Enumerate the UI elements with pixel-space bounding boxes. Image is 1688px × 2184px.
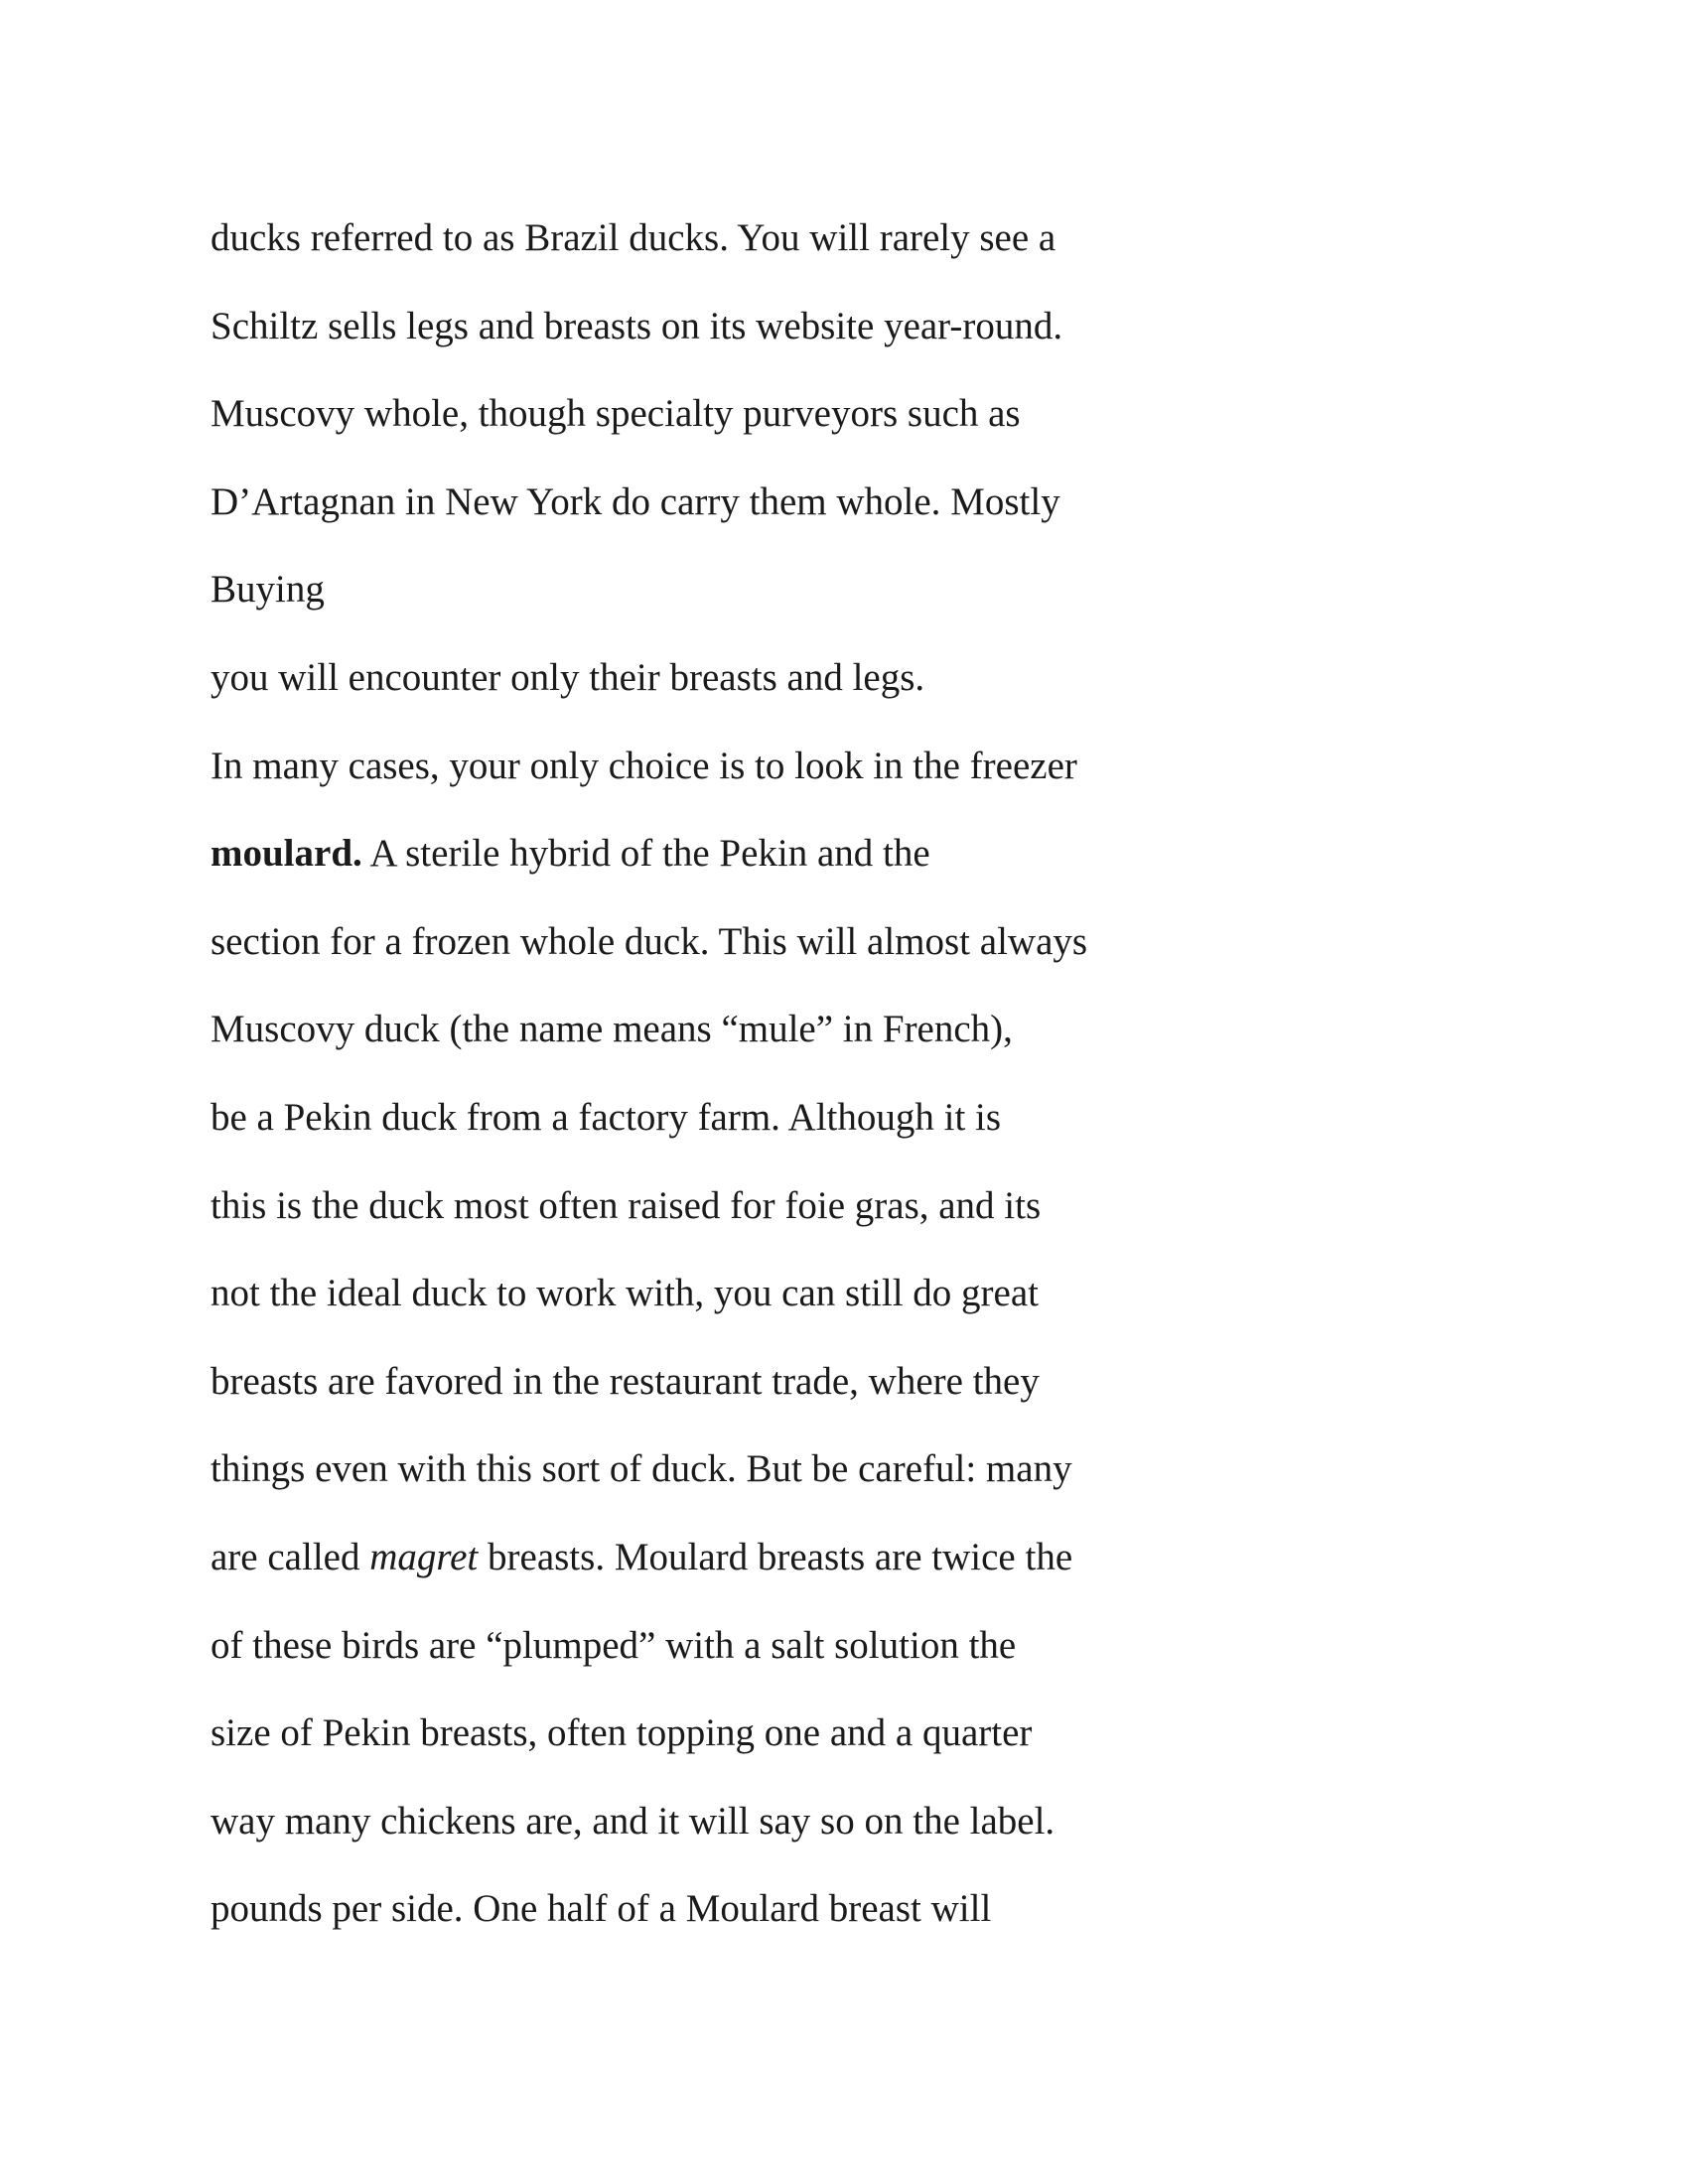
text-line: breasts are favored in the restaurant trade, where they [211, 1359, 1040, 1403]
text-line: Muscovy duck (the name means “mule” in French), [211, 1008, 1013, 1051]
text-line: way many chickens are, and it will say so on the label. [211, 1799, 1055, 1843]
text-line: Schiltz sells legs and breasts on its website year-round. [211, 304, 1063, 347]
text-line: size of Pekin breasts, often topping one and a quarter [211, 1711, 1033, 1755]
bold-term: moulard. [211, 832, 362, 876]
italic-term: magret [369, 1535, 479, 1578]
text-span: breasts. Moulard breasts are twice the [478, 1535, 1073, 1578]
text-line: pounds per side. One half of a Moulard breast will [211, 1887, 992, 1931]
text-line: section for a frozen whole duck. This will almost always [211, 919, 1088, 963]
text-line: you will encounter only their breasts and legs. [211, 655, 925, 699]
section-heading: Buying [211, 568, 325, 612]
text-span: A sterile hybrid of the Pekin and the [361, 832, 930, 876]
body-text [211, 195, 1501, 1954]
text-line [211, 1514, 1501, 1602]
text-line: ducks referred to as Brazil ducks. You will rarely see a [211, 216, 1056, 259]
text-span: are called [211, 1535, 370, 1578]
text-line: things even with this sort of duck. But be careful: many [211, 1447, 1072, 1491]
text-line: of these birds are “plumped” with a salt solution the [211, 1623, 1017, 1667]
text-line: be a Pekin duck from a factory farm. Although it is [211, 1095, 1002, 1139]
text-line [211, 810, 1501, 898]
text-line: In many cases, your only choice is to look in the freezer [211, 744, 1077, 787]
text-line: not the ideal duck to work with, you can still do great [211, 1272, 1039, 1315]
text-line: this is the duck most often raised for foie gras, and its [211, 1183, 1042, 1227]
text-line: Muscovy whole, though specialty purveyors such as [211, 392, 1021, 436]
text-line: D’Artagnan in New York do carry them whole. Mostly [211, 479, 1060, 523]
